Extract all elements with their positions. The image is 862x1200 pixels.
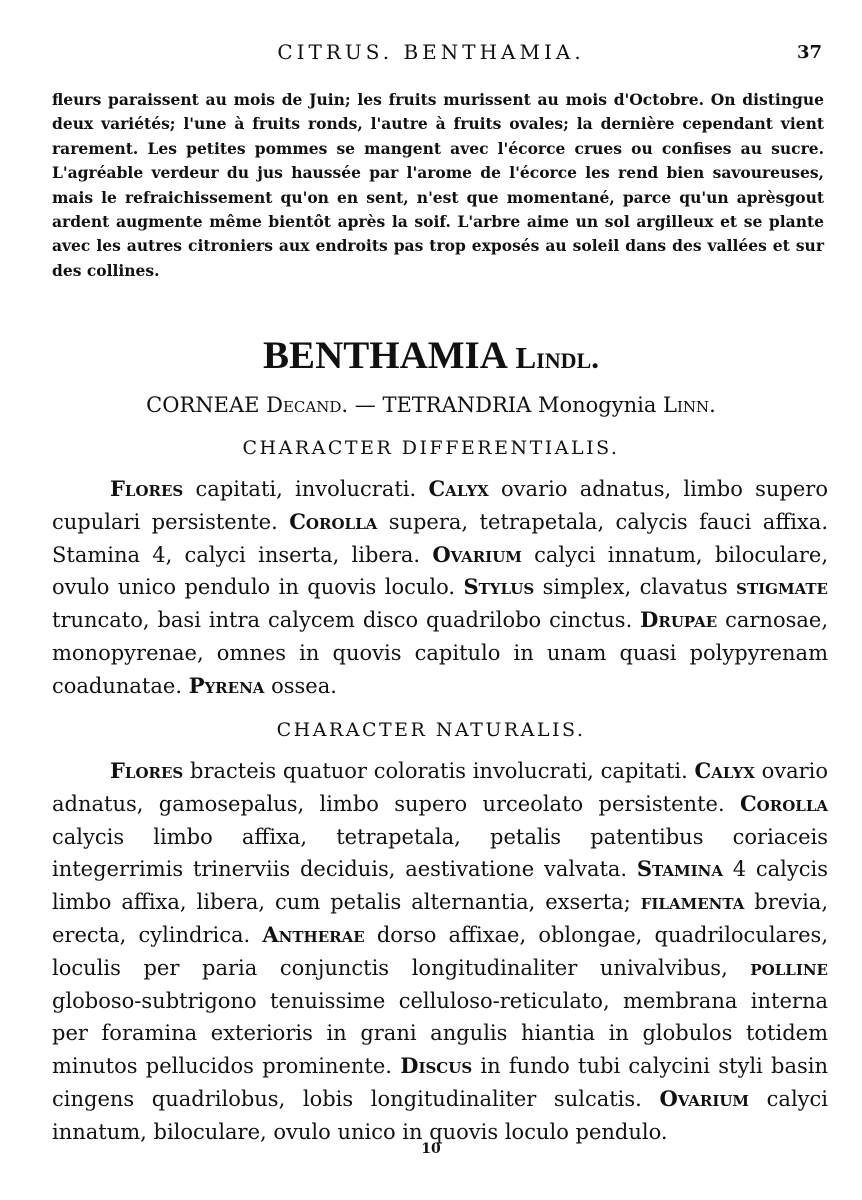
term-label: Ovarium [659,1085,750,1111]
character-naturalis-paragraph [52,755,828,1149]
signature-mark: 10 [421,1141,441,1157]
family-authority: Decand. [266,393,349,417]
genus-name: BENTHAMIA [263,334,506,377]
order-name: Monogynia [537,393,657,417]
term-label: Corolla [739,790,828,816]
term-label: polline [750,954,828,980]
page-number: 37 [796,42,822,63]
character-differentialis-paragraph [52,473,828,703]
term-label: Flores [110,476,184,501]
term-label: Flores [110,758,184,783]
term-description: 4 calycis limbo affixa, libera, cum petalis alternantia, exserta; [52,857,829,915]
term-label: Stylus [463,574,535,600]
term-label: Stamina [636,856,723,882]
term-description: calycis limbo affixa, tetrapetala, petalis patentibus coriaceis integerrimis trinerviis deciduis, aestivatione valvata. [52,824,828,882]
running-title: CITRUS. BENTHAMIA. [277,40,585,64]
term-description: carnosae, monopyrenae, omnes in quovis capitulo in unam quasi polypyrenam coadunatae. [52,608,828,698]
term-description: globoso-subtrigono tenuissime celluloso-reticulato, membrana interna per foramina exterioris in grani angulis hiantia in globulos totidem minutos pellucidos prominente. [52,988,828,1079]
term-description: dorso affixae, oblongae, quadriloculares, loculis per paria conjunctis longitudinaliter univalvibus, [52,922,828,980]
intro-paragraph: fleurs paraissent au mois de Juin; les fruits murissent au mois d'Octobre. On distingue deux variétés; l'une à fruits ronds, l'autre à fruits ovales; la dernière cependant vient rarement. Les petites pommes se mangent avec l'écorce crues ou confises au sucre. L'agréable verdeur du jus haussée par l'arome de l'écorce les rend bien savoureuses, mais le refraichissement qu'on en sent, n'est que momentané, parce qu'un aprèsgout ardent augmente même bientôt après la soif. L'arbre aime un sol argilleux et se plante avec les autres citroniers aux endroits pas trop exposés au soleil dans des vallées et sur des collines. [52,90,824,280]
term-label: filamenta [640,889,745,915]
term-description: brevia, erecta, cylindrica. [52,890,828,947]
order-authority: Linn. [663,393,716,417]
genus-authority: Lindl. [515,340,599,375]
classification-line [0,393,862,417]
class-name: TETRANDRIA [382,393,532,417]
term-description: ovario adnatus, gamosepalus, limbo supero urceolato persistente. [52,759,828,816]
term-label: Ovarium [432,541,522,567]
term-label: Corolla [289,508,378,534]
family-name: CORNEAE [146,393,260,417]
term-label: Discus [400,1053,473,1079]
term-label: stigmate [736,574,828,600]
term-description: simplex, clavatus [534,575,737,600]
term-description: calyci innatum, biloculare, ovulo unico pendulo in quovis loculo. [52,542,828,600]
term-description: ovario adnatus, limbo supero cupulari persistente. [52,477,828,534]
genus-heading [0,333,862,378]
term-label: Drupae [640,607,718,633]
term-label: Pyrena [188,672,265,698]
term-description: bracteis quatuor coloratis involucrati, capitati. [183,759,695,783]
term-label: Calyx [694,758,755,783]
term-description: ossea. [264,673,337,698]
term-description: supera, tetrapetala, calycis fauci affixa. Stamina 4, calyci inserta, libera. [52,509,828,567]
term-description: truncato, basi intra calycem disco quadrilobo cinctus. [52,608,641,633]
running-head [0,40,862,68]
term-description: in fundo tubi calycini styli basin cingens quadrilobus, lobis longitudinaliter sulcatis. [52,1054,828,1111]
classification-separator: — [354,393,376,417]
term-label: Antherae [262,921,365,947]
term-description: capitati, involucrati. [183,477,429,501]
term-label: Calyx [428,476,489,501]
section-title-naturalis: CHARACTER NATURALIS. [276,719,586,741]
term-description: calyci innatum, biloculare, ovulo unico in quovis loculo pendulo. [52,1086,828,1144]
section-title-differentialis: CHARACTER DIFFERENTIALIS. [242,437,620,459]
